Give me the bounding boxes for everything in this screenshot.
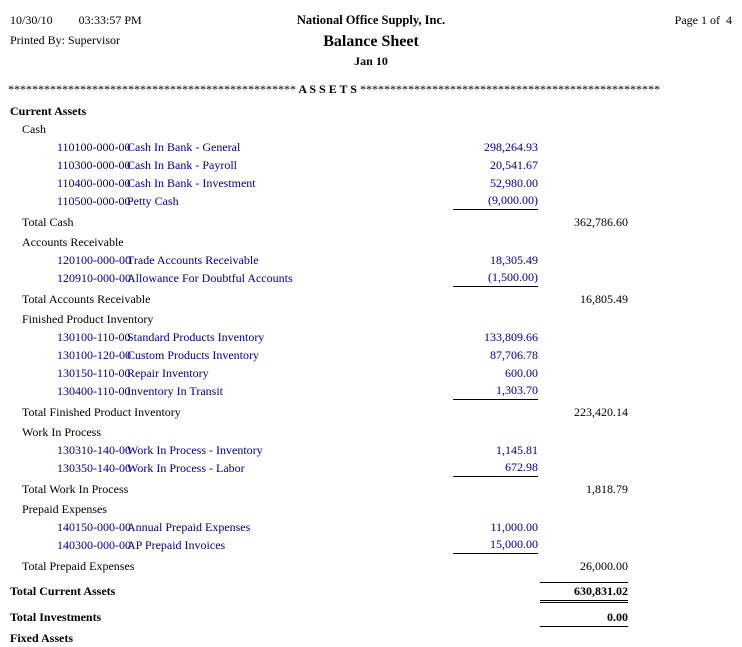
account-row	[8, 346, 734, 364]
account-number: 130350-140-00	[57, 461, 131, 475]
account-description: Cash In Bank - Investment	[127, 176, 256, 190]
account-description: Inventory In Transit	[127, 384, 223, 398]
row-label: Total Investments	[10, 610, 102, 624]
account-description: Repair Inventory	[127, 366, 209, 380]
account-description: Standard Products Inventory	[127, 330, 265, 344]
account-number: 130400-110-00	[57, 384, 131, 398]
account-row	[8, 382, 734, 400]
amount-total: 362,786.60	[574, 215, 628, 229]
account-number: 110300-000-00	[57, 158, 131, 172]
total-row	[8, 557, 734, 577]
amount-detail: 1,303.70	[453, 382, 538, 400]
row-label: Total Cash	[22, 215, 74, 229]
amount-detail: 133,809.66	[484, 330, 538, 344]
account-row	[8, 251, 734, 269]
banner-stars-right: **************************************************	[359, 82, 660, 96]
amount-total: 1,818.79	[586, 482, 628, 496]
subsection-row	[8, 423, 734, 441]
account-row	[8, 536, 734, 554]
header-center	[0, 13, 742, 69]
grand-total-row	[8, 608, 734, 629]
row-label: Total Prepaid Expenses	[22, 559, 135, 573]
row-label: Total Accounts Receivable	[22, 292, 151, 306]
company-name: National Office Supply, Inc.	[296, 13, 446, 27]
report-time: 03:33:57 PM	[78, 13, 142, 27]
total-row	[8, 480, 734, 500]
account-number: 130150-110-00	[57, 366, 131, 380]
account-number: 140150-000-00	[57, 520, 131, 534]
page-number: Page 1 of 4	[674, 13, 732, 27]
amount-detail: 15,000.00	[453, 536, 538, 554]
amount-total: 16,805.49	[580, 292, 628, 306]
account-row	[8, 441, 734, 459]
total-row	[8, 213, 734, 233]
report-header	[0, 0, 742, 80]
report-date: 10/30/10	[10, 13, 53, 27]
subsection-row	[8, 233, 734, 251]
row-label: Total Work In Process	[22, 482, 129, 496]
account-description: Cash In Bank - Payroll	[127, 158, 237, 172]
account-row	[8, 459, 734, 477]
row-label: Current Assets	[10, 104, 87, 118]
amount-detail: (1,500.00)	[453, 269, 538, 287]
subsection-row	[8, 310, 734, 328]
account-number: 130310-140-00	[57, 443, 131, 457]
section-row	[8, 102, 734, 120]
account-row	[8, 328, 734, 346]
account-number: 140300-000-00	[57, 538, 131, 552]
amount-detail: 18,305.49	[490, 253, 538, 267]
subsection-row	[8, 500, 734, 518]
row-label: Prepaid Expenses	[22, 502, 107, 516]
account-number: 110400-000-00	[57, 176, 131, 190]
amount-detail: 20,541.67	[490, 158, 538, 172]
account-description: Custom Products Inventory	[127, 348, 259, 362]
grand-total-row	[8, 582, 734, 603]
row-label: Total Finished Product Inventory	[22, 405, 181, 419]
printed-by: Printed By: Supervisor	[10, 33, 120, 47]
account-row	[8, 518, 734, 536]
total-row	[8, 290, 734, 310]
report-title: Balance Sheet	[323, 33, 419, 50]
banner-stars-left: ************************************************	[8, 82, 296, 96]
amount-detail: 11,000.00	[490, 520, 538, 534]
account-description: Allowance For Doubtful Accounts	[127, 271, 293, 285]
account-row	[8, 138, 734, 156]
amount-total: 630,831.02	[540, 582, 628, 603]
subsection-row	[8, 120, 734, 138]
amount-total: 26,000.00	[580, 559, 628, 573]
amount-detail: 87,706.78	[490, 348, 538, 362]
account-description: Trade Accounts Receivable	[127, 253, 259, 267]
amount-detail: (9,000.00)	[453, 192, 538, 210]
account-description: Cash In Bank - General	[127, 140, 241, 154]
row-label: Cash	[22, 122, 46, 136]
account-row	[8, 192, 734, 210]
account-number: 130100-120-00	[57, 348, 131, 362]
section-row	[8, 629, 734, 647]
account-number: 130100-110-00	[57, 330, 131, 344]
row-label: Total Current Assets	[10, 584, 116, 598]
report-body	[8, 102, 734, 647]
account-row	[8, 174, 734, 192]
assets-section-banner	[8, 82, 734, 97]
account-row	[8, 364, 734, 382]
amount-total: 223,420.14	[574, 405, 628, 419]
account-row	[8, 156, 734, 174]
amount-total: 0.00	[540, 608, 628, 627]
account-number: 110500-000-00	[57, 194, 131, 208]
amount-detail: 298,264.93	[484, 140, 538, 154]
row-label: Accounts Receivable	[22, 235, 124, 249]
amount-detail: 672.98	[453, 459, 538, 477]
banner-label: A S S E T S	[296, 82, 360, 96]
amount-detail: 600.00	[505, 366, 538, 380]
row-label: Fixed Assets	[10, 631, 73, 645]
account-description: Annual Prepaid Expenses	[127, 520, 251, 534]
account-number: 110100-000-00	[57, 140, 131, 154]
account-number: 120910-000-00	[57, 271, 131, 285]
account-description: AP Prepaid Invoices	[127, 538, 226, 552]
amount-detail: 1,145.81	[496, 443, 538, 457]
row-label: Finished Product Inventory	[22, 312, 154, 326]
amount-detail: 52,980.00	[490, 176, 538, 190]
account-number: 120100-000-00	[57, 253, 131, 267]
account-description: Petty Cash	[127, 194, 179, 208]
report-period: Jan 10	[354, 54, 388, 68]
row-label: Work In Process	[22, 425, 102, 439]
account-description: Work In Process - Inventory	[127, 443, 263, 457]
total-row	[8, 403, 734, 423]
account-row	[8, 269, 734, 287]
account-description: Work In Process - Labor	[127, 461, 245, 475]
